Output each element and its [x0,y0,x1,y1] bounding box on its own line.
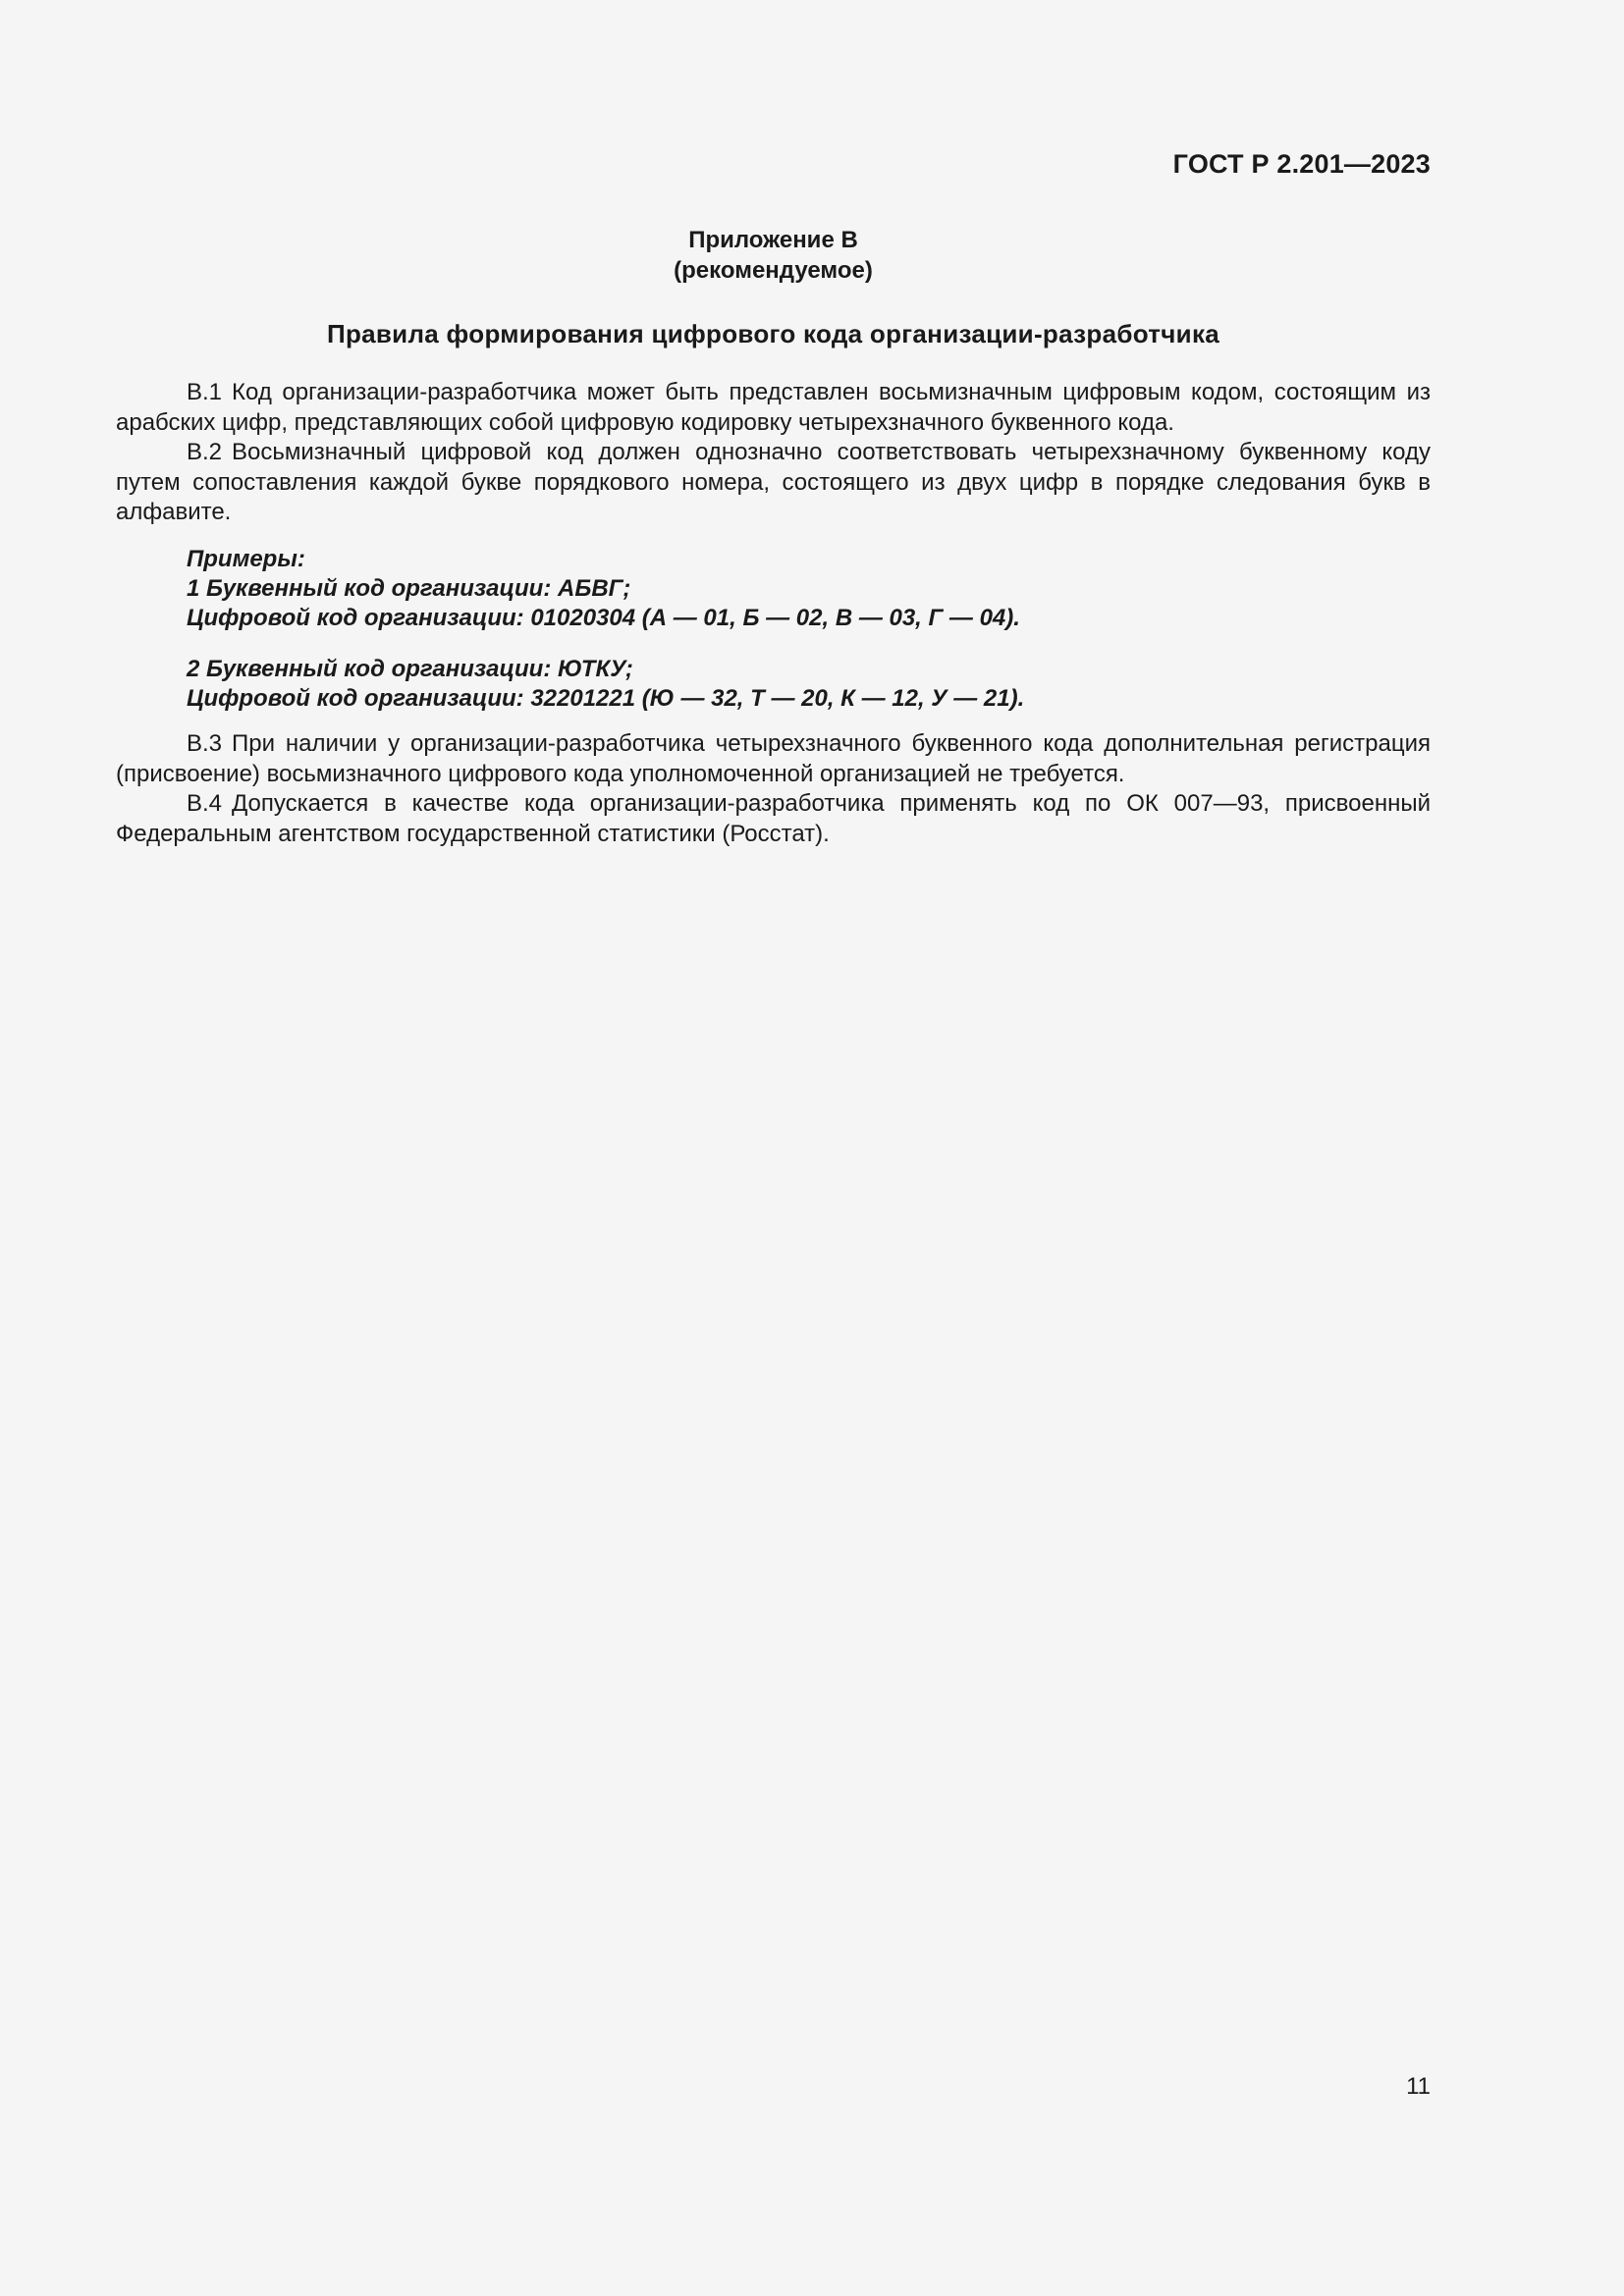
clauses-block-1 [116,378,1431,528]
section-title: Правила формирования цифрового кода организации-разработчика [326,319,1220,348]
clause-b4 [116,789,1431,849]
clause-b2 [116,438,1431,528]
clause-text: Код организации-разработчика может быть представлен восьмизначным цифровым кодом, состоящим из арабских цифр, представляющих собой цифровую кодировку четырехзначного буквенного кода. [116,379,1431,436]
clause-text: Допускается в качестве кода организации-разработчика применять код по ОК 007—93, присвоенный Федеральным агентством государственной статистики (Росстат). [116,790,1431,847]
clause-text: При наличии у организации-разработчика четырехзначного буквенного кода дополнительная регистрация (присвоение) восьмизначного цифрового кода уполномоченной организацией не требуется. [116,730,1431,787]
appendix-status: (рекомендуемое) [674,257,873,284]
example-letter-code: 1 Буквенный код организации: АБВГ; [187,575,631,602]
clause-b1 [116,378,1431,438]
example-letter-code: 2 Буквенный код организации: ЮТКУ; [187,656,633,682]
clause-b3 [116,729,1431,789]
clause-text: Восьмизначный цифровой код должен однозначно соответствовать четырехзначному буквенному коду путем сопоставления каждой букве порядкового номера, состоящего из двух цифр в порядке следования букв в алфавите. [116,439,1431,525]
clause-number: В.2 [187,439,223,465]
example-digital-code: Цифровой код организации: 01020304 (А — 01, Б — 02, В — 03, Г — 04). [187,605,1020,631]
examples-heading: Примеры: [187,546,305,572]
examples-block [187,545,1431,714]
page-number: 11 [1406,2073,1431,2100]
clause-number: В.4 [187,790,223,817]
example-digital-code: Цифровой код организации: 32201221 (Ю — 32, Т — 20, К — 12, У — 21). [187,685,1025,712]
appendix-title: Приложение В [688,227,858,253]
standard-code-header: ГОСТ Р 2.201—2023 [1172,149,1431,179]
clauses-block-2 [116,729,1431,849]
clause-number: В.3 [187,730,223,757]
clause-number: В.1 [187,379,223,405]
appendix-heading [116,225,1431,286]
